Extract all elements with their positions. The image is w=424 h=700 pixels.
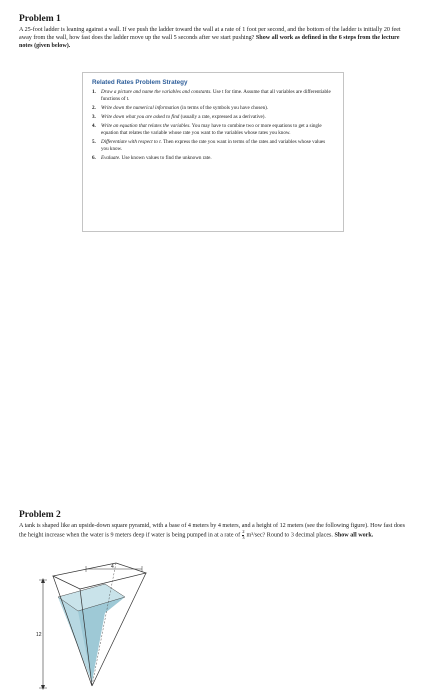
pyramid-top (53, 563, 146, 589)
width-label: 4 (111, 564, 114, 570)
problem-2-body: A tank is shaped like an upside-down square pyramid, with a base of 4 meters by 4 meters, and a height of 12 meters (see the following figure). How fast does the height increase when the water is 9 meters deep if water is being pumped in at a rate of (19, 523, 406, 539)
step-number: 4. (92, 123, 96, 130)
height-arrow-bottom (41, 685, 45, 690)
problem-1-instruction: Show all work as defined in the 6 steps from the lecture notes (given below). (19, 35, 400, 50)
step-number: 1. (92, 89, 96, 95)
step-body: Then express the rate you want in terms of the rates and variables whose values you know. (101, 139, 326, 153)
step-heading: Write down what you are asked to find (101, 114, 180, 121)
problem-2-title: Problem 2 (19, 510, 61, 520)
fraction-denominator: 3 (242, 535, 245, 541)
step-heading: Draw a picture and name the variables and constants. (101, 89, 212, 95)
step-heading: Differentiate with respect to t. (101, 139, 162, 146)
step-body: Use t for time. Assume that all variables are differentiable functions of t. (101, 89, 331, 103)
strategy-heading: Related Rates Problem Strategy (92, 79, 188, 86)
problem-2-body-end: m³/sec? Round to 3 decimal places. (244, 532, 333, 539)
step-number: 2. (92, 105, 96, 112)
step-body: (usually a rate, expressed as a derivative). (179, 114, 266, 121)
step-body: Use known values to find the unknown rate. (120, 155, 212, 162)
problem-1-body: A 25-foot ladder is leaning against a wall. If we push the ladder toward the wall at a rate of 1 foot per second, and the bottom of the ladder is initially 20 feet away from the wall, how fast does the ladder move up the wall 5 seconds after we start pushing? (19, 27, 401, 42)
step-heading: Evaluate. (101, 155, 121, 162)
step-number: 5. (92, 139, 96, 146)
step-number: 6. (92, 155, 96, 162)
step-body: (in terms of the symbols you have chosen). (179, 105, 269, 112)
fraction-numerator: 2 (242, 529, 245, 535)
step-body: You may have to combine two or more equations to get a single equation that relates the variable whose rate you want to the variables whose rates you know. (101, 123, 322, 137)
step-number: 3. (92, 114, 96, 121)
step-heading: Write down the numerical information (101, 105, 180, 112)
height-arrow-top (41, 578, 45, 583)
problem-1-title: Problem 1 (19, 14, 61, 24)
height-label: 12 (36, 632, 42, 638)
problem-2-instruction: Show all work. (334, 532, 374, 539)
step-heading: Write an equation that relates the variables. (101, 123, 191, 130)
